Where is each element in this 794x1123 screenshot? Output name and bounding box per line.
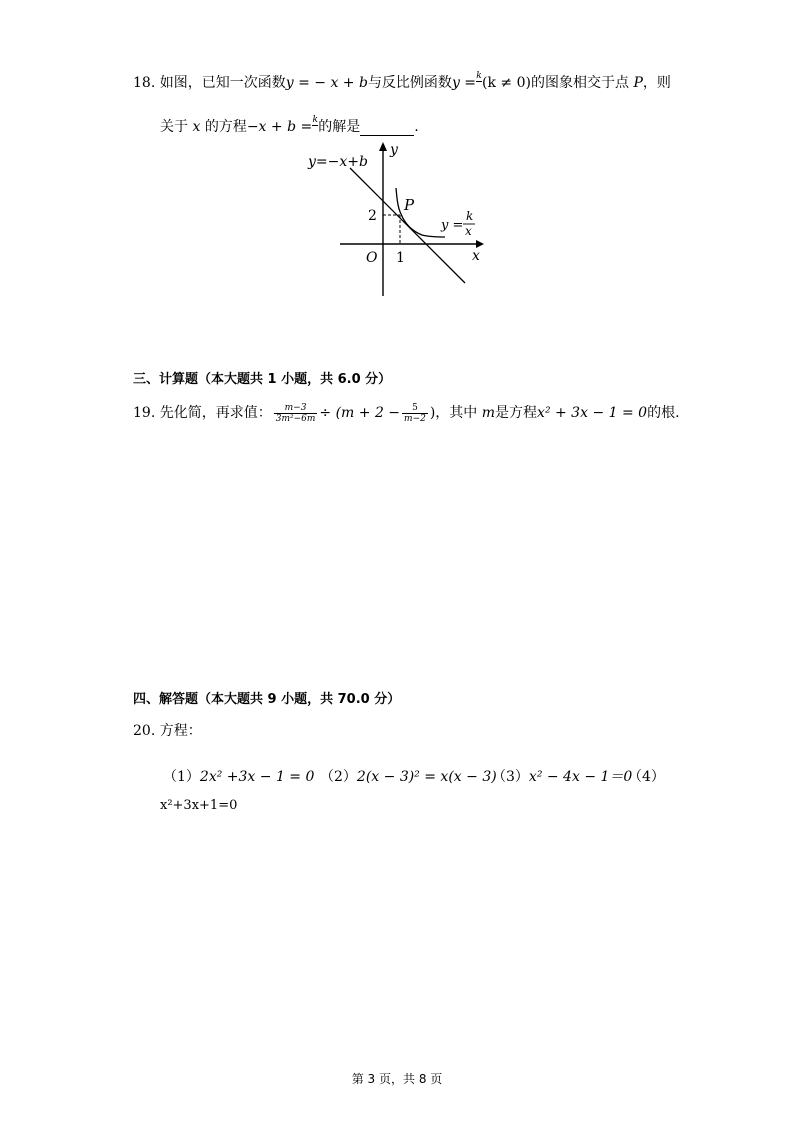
label-origin: O (366, 250, 378, 266)
q18-line2-end: . (414, 119, 419, 135)
q18-line1-mid: 与反比例函数 (367, 75, 452, 91)
q19-line (133, 401, 680, 425)
q18-line2-prefix: 关于 (160, 119, 188, 135)
q18-line1-prefix: 如图，已知一次函数 (159, 75, 286, 91)
q18-var-x: x (192, 119, 201, 135)
label-linear: y=−x+b (308, 154, 368, 170)
q19-frac1-num: m−3 (284, 402, 307, 413)
q20-item4-eq: x²+3x+1=0 (160, 798, 238, 813)
q20-item1-eq: 2x² +3x − 1 = 0 (199, 769, 315, 785)
q20-item-1 (163, 766, 314, 786)
q19-frac1-den: 3m²−6m (275, 413, 316, 424)
q20-item-2 (320, 766, 497, 786)
q20-item3-eq: x² − 4x − 1＝0 (528, 769, 633, 785)
q18-number: 18. (133, 75, 156, 91)
label-one: 1 (396, 250, 405, 266)
q18-inverse-lhs: y = (451, 75, 477, 91)
q20-item3-label: （3） (492, 769, 529, 785)
q19-op: ÷ (m + 2 − (319, 405, 401, 421)
q18-graph-figure (300, 138, 500, 298)
q20-item-4-label-wrap (628, 766, 665, 786)
q19-fraction-1 (274, 403, 318, 424)
answer-blank[interactable] (360, 121, 414, 136)
q19-prefix: 先化简，再求值： (159, 405, 272, 421)
q20-item-3 (492, 766, 632, 786)
q19-number: 19. (133, 405, 156, 421)
q18-equation-k: k (312, 115, 318, 125)
q19-fraction-2 (402, 403, 428, 424)
label-x-axis: x (472, 248, 480, 264)
q18-line2-mid: 的方程 (204, 119, 247, 135)
q18-linear-expr: y = − x + b (285, 75, 368, 91)
q18-equation-lhs: −x + b = (246, 119, 313, 135)
q19-frac2-num: 5 (412, 402, 418, 413)
label-inverse-k: k (466, 209, 474, 223)
q20-item-4 (160, 798, 237, 813)
label-two: 2 (368, 208, 377, 224)
q20-item2-eq: 2(x − 3)² = x(x − 3) (356, 769, 497, 785)
q18-line2-suffix: 的解是 (318, 119, 361, 135)
q18-point: P (633, 75, 643, 91)
x-axis-arrow-icon (476, 240, 484, 248)
q20-title: 方程： (159, 723, 202, 739)
q19-suffix: 的根. (647, 405, 680, 421)
section4-title: 四、解答题（本大题共 9 小题，共 70.0 分） (133, 692, 401, 707)
q18-inverse-cond: (k ≠ 0) (482, 75, 531, 91)
q20-item4-label: （4） (628, 769, 665, 785)
label-y-axis: y (390, 142, 398, 158)
q19-frac2-den: m−2 (404, 413, 426, 424)
q18-line1 (133, 72, 671, 92)
q19-mid: 是方程 (495, 405, 538, 421)
label-point: P (404, 196, 415, 214)
page-footer: 第 3 页，共 8 页 (351, 1072, 443, 1086)
q19-close: )，其中 (429, 405, 478, 421)
q20-item2-label: （2） (320, 769, 357, 785)
label-inverse-y: y = (441, 218, 464, 233)
q18-line2 (160, 116, 419, 136)
y-axis-arrow-icon (379, 142, 387, 151)
q20-number: 20. (133, 723, 156, 739)
q20-item1-label: （1） (163, 769, 200, 785)
q19-equation: x² + 3x − 1 = 0 (537, 405, 648, 421)
label-inverse-x: x (465, 224, 472, 238)
q19-var-m: m (481, 405, 496, 421)
q20-title-line (133, 720, 202, 740)
q18-inverse-k: k (476, 71, 482, 81)
q18-line1-suffix: 的图象相交于点 (530, 75, 629, 91)
section3-title: 三、计算题（本大题共 1 小题，共 6.0 分） (133, 372, 392, 387)
q18-line1-end: ，则 (642, 75, 671, 91)
